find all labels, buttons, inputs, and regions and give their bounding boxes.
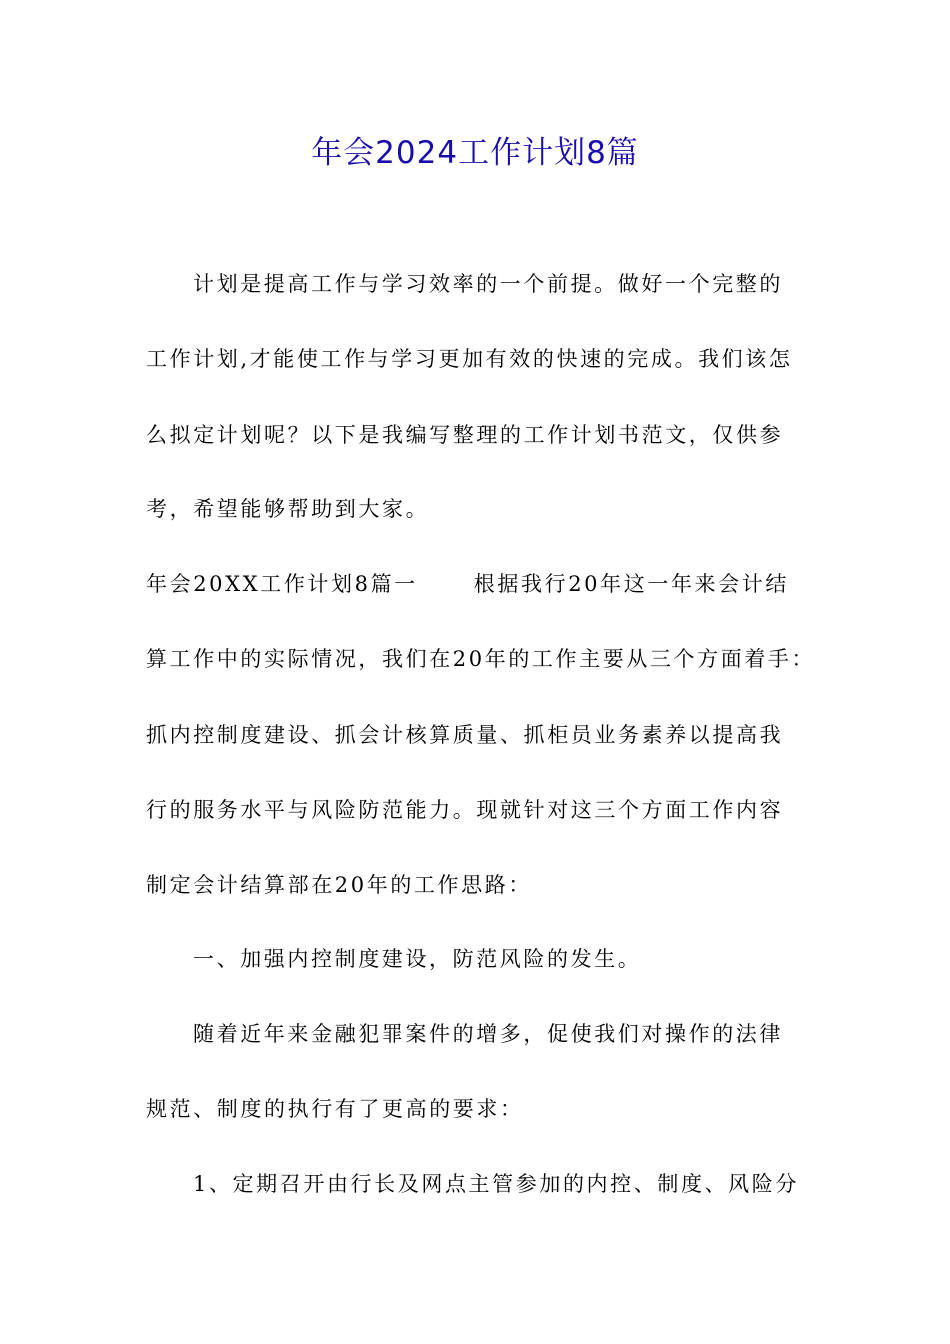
subheading-line: 一、加强内控制度建设，防范风险的发生。: [193, 947, 642, 971]
paragraph-line: 么拟定计划呢？以下是我编写整理的工作计划书范文，仅供参: [146, 423, 784, 447]
paragraph-line: 随着近年来金融犯罪案件的增多，促使我们对操作的法律: [193, 1022, 783, 1046]
paragraph-line: 1、定期召开由行长及网点主管参加的内控、制度、风险分: [193, 1172, 799, 1196]
paragraph-line: 规范、制度的执行有了更高的要求：: [146, 1097, 524, 1121]
paragraph-line: 抓内控制度建设、抓会计核算质量、抓柜员业务素养以提高我: [146, 723, 784, 747]
paragraph-line: 算工作中的实际情况，我们在20年的工作主要从三个方面着手：: [146, 647, 816, 671]
paragraph-line: 制定会计结算部在20年的工作思路：: [146, 873, 532, 897]
paragraph-line: 工作计划,才能使工作与学习更加有效的快速的完成。我们该怎: [146, 347, 793, 371]
document-title: 年会2024工作计划8篇: [311, 135, 639, 171]
paragraph-line: 考，希望能够帮助到大家。: [146, 497, 430, 521]
paragraph-line: 行的服务水平与风险防范能力。现就针对这三个方面工作内容: [146, 798, 784, 822]
paragraph-text: 根据我行20年这一年来会计结: [473, 572, 789, 596]
section-heading: 年会20XX工作计划8篇一: [146, 572, 418, 596]
section-heading-line: [146, 566, 789, 602]
paragraph-line: 计划是提高工作与学习效率的一个前提。做好一个完整的: [193, 272, 783, 296]
